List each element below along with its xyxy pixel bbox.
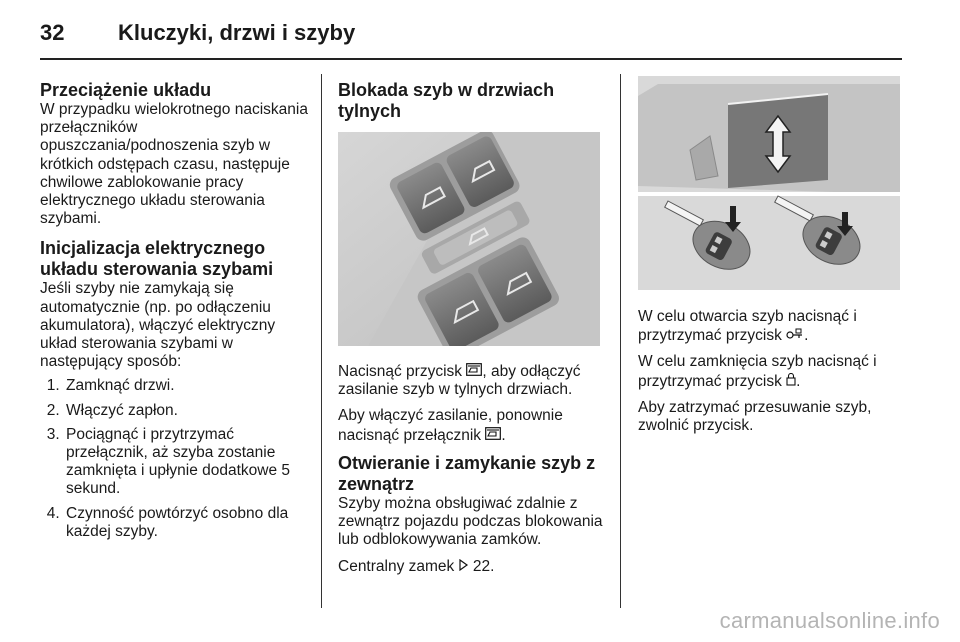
watermark: carmanualsonline.info [719, 608, 940, 633]
paragraph-overload: W przypadku wielokrotnego naciskania przełączników opuszczania/podnoszenia szyb w krótkich odstępach czasu, następuje chwilowe zablokowanie pracy elektrycznego układu sterowania szybami. [40, 101, 308, 228]
paragraph-cross-reference: Centralny zamek 22. [338, 558, 495, 576]
list-item: 3. Pociągnąć i przytrzymać przełącznik, aż szyba zostanie zamknięta i upłynie dodatkowe 5 sekund. [64, 426, 308, 499]
window-lock-icon [485, 427, 501, 443]
column-1 [40, 80, 308, 547]
column-3 [638, 80, 902, 443]
paragraph-open-windows: W celu otwarcia szyb nacisnąć i przytrzymać przycisk . [638, 308, 857, 345]
paragraph-initialization: Jeśli szyby nie zamykają się automatycznie (np. po odłączeniu akumulatora), włączyć elektryczny układ sterowania szybami w następujący sposób: [40, 280, 276, 371]
key-unlock-icon [786, 327, 804, 343]
door-and-keys-graphic [638, 76, 900, 290]
steps-list [40, 377, 308, 541]
section-heading-overload: Przeciążenie układu [40, 80, 212, 100]
list-item: 2. Włączyć zapłon. [64, 402, 308, 420]
page-number: 32 [40, 20, 65, 45]
section-heading-initialization: Inicjalizacja elektrycznego układu sterowania szybami [40, 238, 274, 280]
section-heading-rear-lock: Blokada szyb w drzwiach tylnych [338, 80, 555, 121]
page-title: Kluczyki, drzwi i szyby [118, 20, 356, 45]
paragraph-stop-windows: Aby zatrzymać przesuwanie szyb, zwolnić przycisk. [638, 398, 872, 435]
header-divider [40, 58, 902, 60]
paragraph-remote: Szyby można obsługiwać zdalnie z zewnątrz pojazdu podczas blokowania lub odblokowywania zamków. [338, 494, 603, 549]
column-2 [338, 80, 606, 585]
window-switch-panel-illustration [338, 132, 600, 346]
list-item: 4. Czynność powtórzyć osobno dla każdej szyby. [64, 505, 308, 541]
window-lock-icon [466, 363, 482, 379]
column-divider [620, 74, 621, 608]
cross-reference-arrow-icon[interactable] [459, 558, 469, 574]
paragraph-unlock-button: Aby włączyć zasilanie, ponownie nacisnąć przełącznik . [338, 407, 563, 444]
page-header [40, 14, 902, 54]
paragraph-close-windows: W celu zamknięcia szyb nacisnąć i przytrzymać przycisk . [638, 353, 877, 390]
window-switch-panel-graphic [338, 132, 600, 346]
list-item: 1. Zamknąć drzwi. [64, 377, 308, 395]
section-heading-remote: Otwieranie i zamykanie szyb z zewnątrz [338, 452, 596, 494]
paragraph-lock-button: Nacisnąć przycisk , aby odłączyć zasilanie szyb w tylnych drzwiach. [338, 363, 581, 399]
column-divider [321, 74, 322, 608]
door-and-keys-illustration [638, 76, 900, 290]
key-lock-icon [786, 373, 796, 389]
